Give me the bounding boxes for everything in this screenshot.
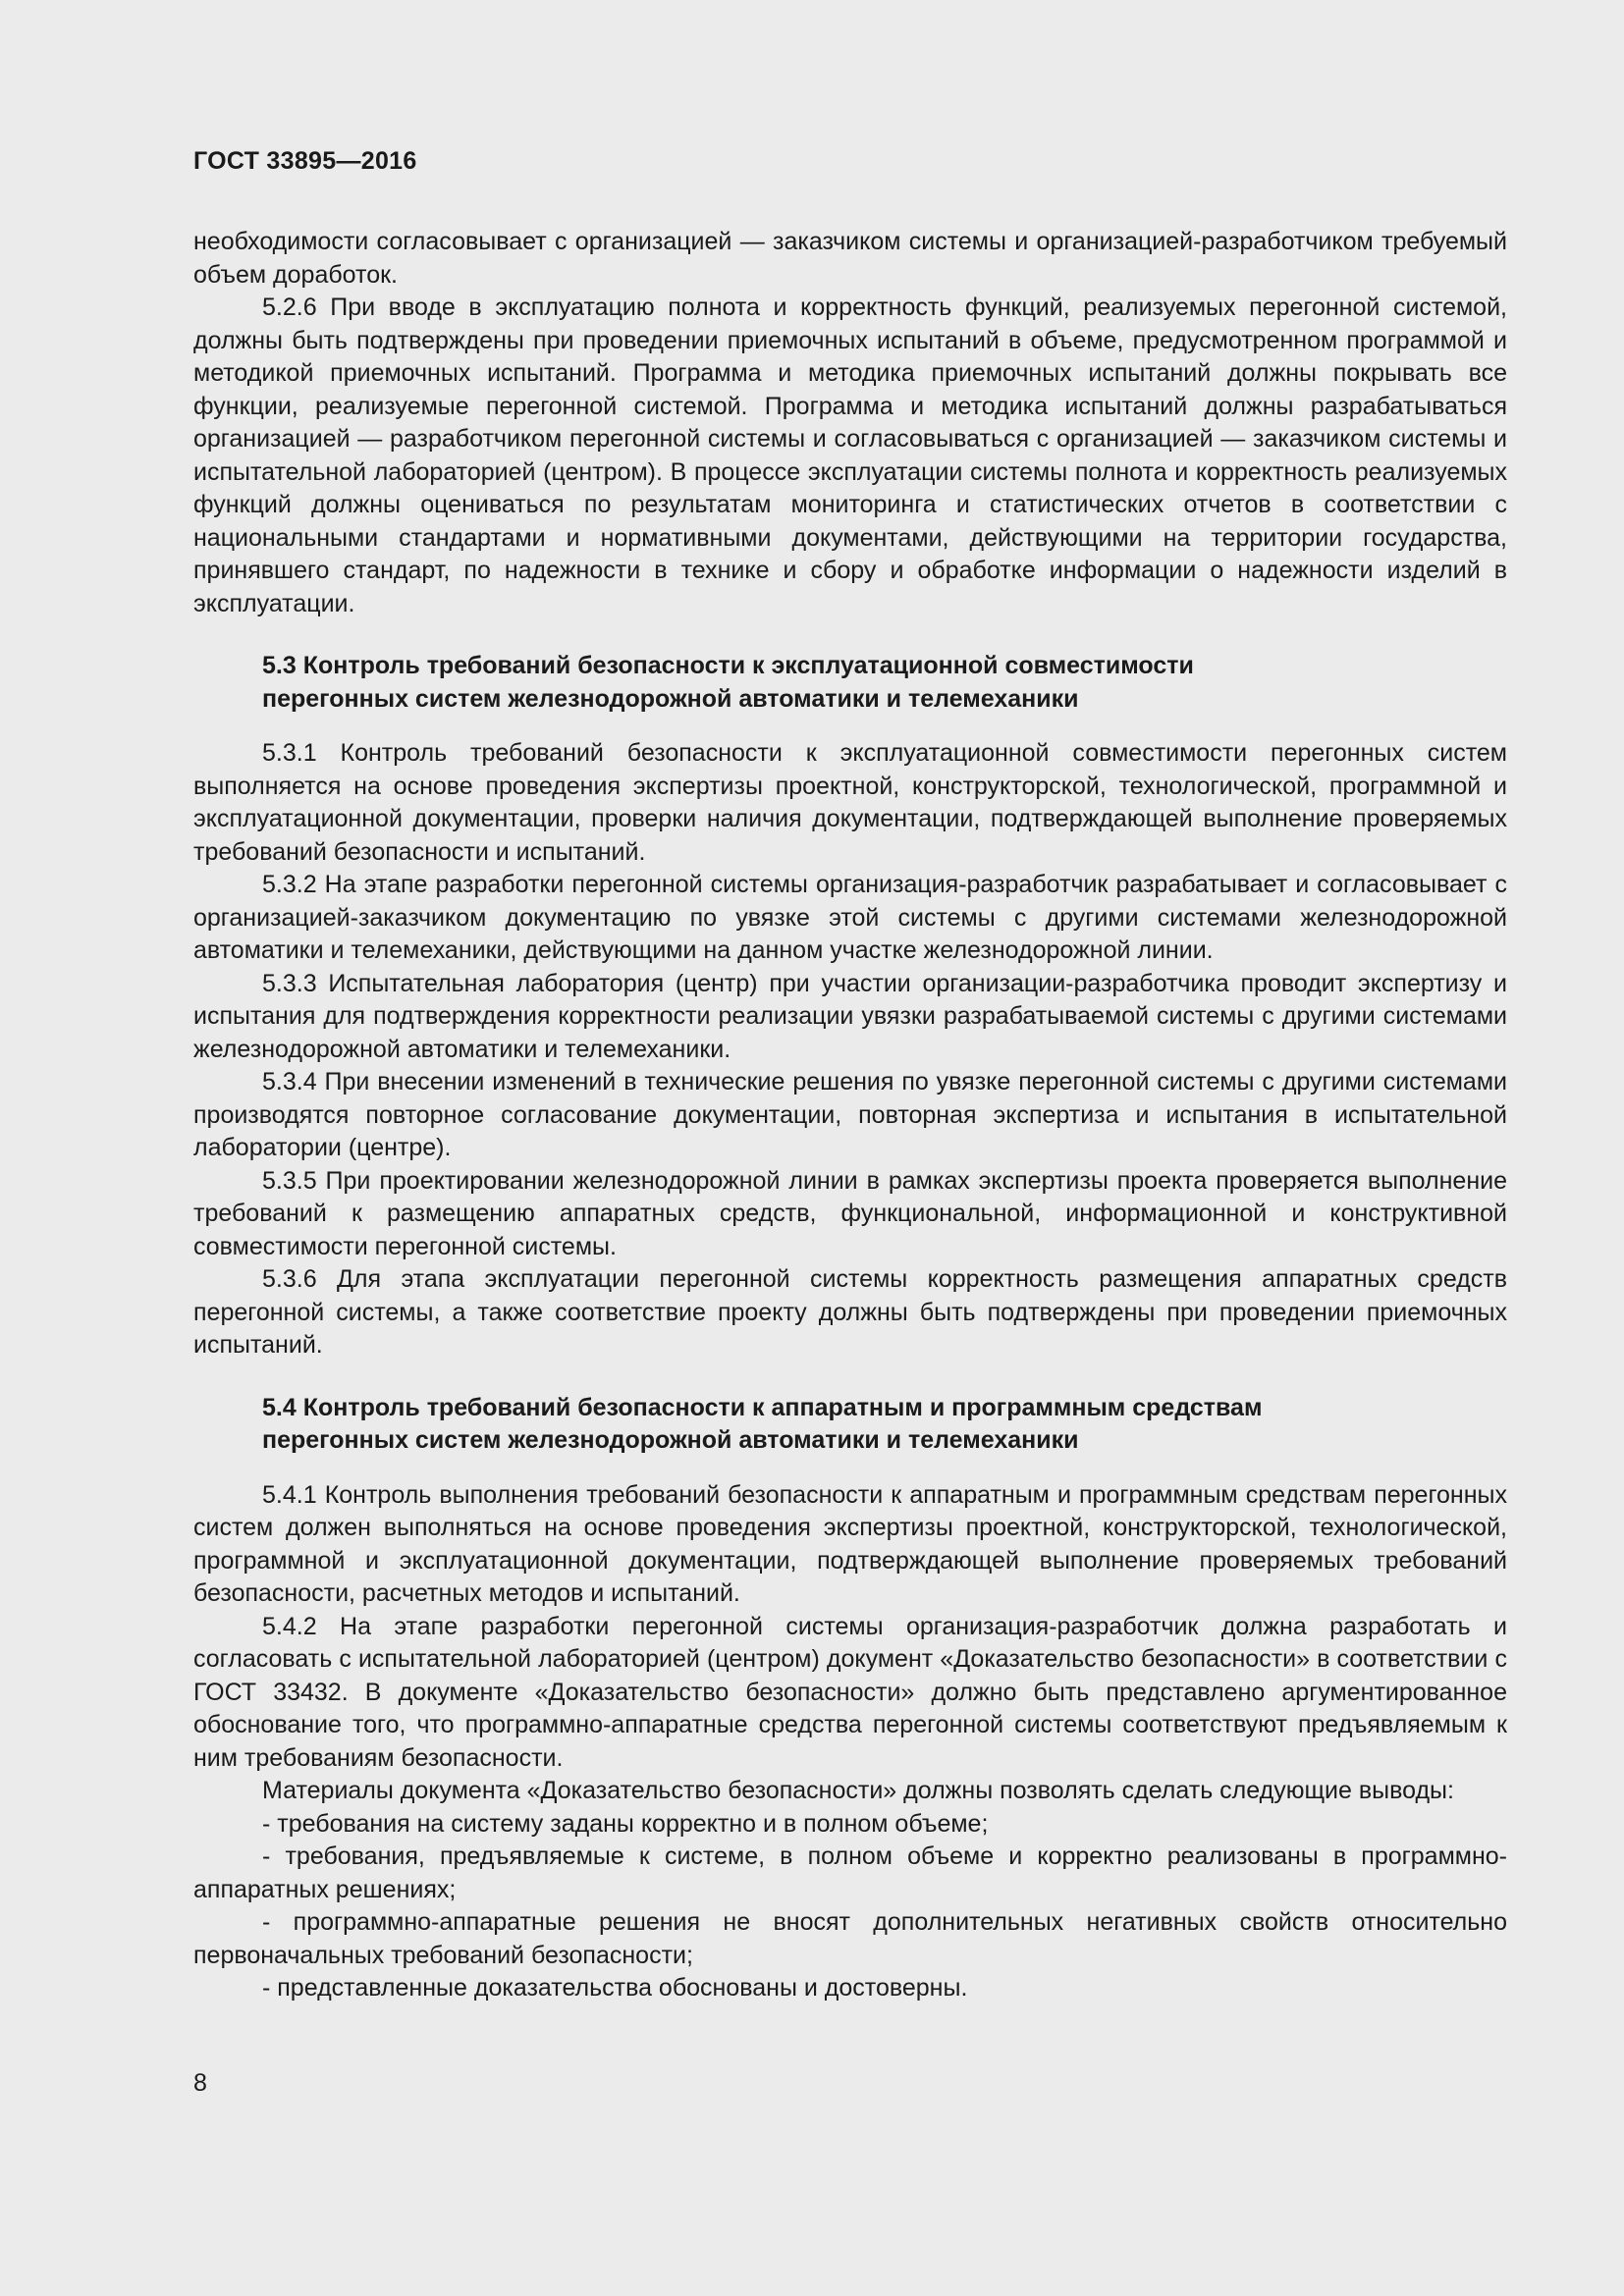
section-heading-5-3-line2: перегонных систем железнодорожной автоматики и телемеханики (262, 684, 1079, 713)
section-heading-5-3-line1: 5.3 Контроль требований безопасности к эксплуатационной совместимости (262, 652, 1194, 679)
page-number: 8 (193, 2069, 207, 2097)
section-heading-5-3 (193, 650, 1507, 716)
list-item: - представленные доказательства обоснованы и достоверны. (262, 1974, 968, 2002)
section-heading-5-4-line1: 5.4 Контроль требований безопасности к аппаратным и программным средствам (262, 1393, 1263, 1421)
paragraph-continuation: необходимости согласовывает с организацией — заказчиком системы и организацией-разработчиком требуемый объем доработок. (193, 228, 1507, 289)
paragraph-5-4-1: 5.4.1 Контроль выполнения требований безопасности к аппаратным и программным средствам перегонных систем должен выполняться на основе проведения экспертизы проектной, конструкторской, технологической, программной и эксплуатационной документации, подтверждающей выполнение проверяемых требований безопасности, расчетных методов и испытаний. (193, 1480, 1507, 1607)
paragraph-5-3-1: 5.3.1 Контроль требований безопасности к эксплуатационной совместимости перегонных систем выполняется на основе проведения экспертизы проектной, конструкторской, технологической, программной и эксплуатационной документации, проверки наличия документации, подтверждающей выполнение проверяемых требований безопасности и испытаний. (193, 739, 1507, 866)
paragraph-5-2-6: 5.2.6 При вводе в эксплуатацию полнота и корректность функций, реализуемых перегонной системой, должны быть подтверждены при проведении приемочных испытаний в объеме, предусмотренном программой и методикой приемочных испытаний. Программа и методика приемочных испытаний должны покрывать все функции, реализуемые перегонной системой. Программа и методика испытаний должны разрабатываться организацией — разработчиком перегонной системы и согласовываться с организацией — заказчиком системы и испытательной лабораторией (центром). В процессе эксплуатации системы полнота и корректность реализуемых функций должны оцениваться по результатам мониторинга и статистических отчетов в соответствии с национальными стандартами и нормативными документами, действующими на территории государства, принявшего стандарт, по надежности в технике и сбору и обработке информации о надежности изделий в эксплуатации. (193, 294, 1507, 617)
paragraph-materials: Материалы документа «Доказательство безопасности» должны позволять сделать следующие выводы: (262, 1777, 1454, 1804)
document-code-header: ГОСТ 33895—2016 (193, 147, 417, 175)
paragraph-5-3-4: 5.3.4 При внесении изменений в технические решения по увязке перегонной системы с другими системами производятся повторное согласование документации, повторная экспертиза и испытания в испытательной лаборатории (центре). (193, 1068, 1507, 1161)
list-item: - программно-аппаратные решения не вносят дополнительных негативных свойств относительно первоначальных требований безопасности; (193, 1908, 1507, 1969)
paragraph-5-3-6: 5.3.6 Для этапа эксплуатации перегонной системы корректность размещения аппаратных средств перегонной системы, а также соответствие проекту должны быть подтверждены при проведении приемочных испытаний. (193, 1265, 1507, 1359)
section-heading-5-4-line2: перегонных систем железнодорожной автоматики и телемеханики (262, 1426, 1079, 1454)
paragraph-5-4-2: 5.4.2 На этапе разработки перегонной системы организация-разработчик должна разработать и согласовать с испытательной лабораторией (центром) документ «Доказательство безопасности» в соответствии с ГОСТ 33432. В документе «Доказательство безопасности» должно быть представлено аргументированное обоснование того, что программно-аппаратные средства перегонной системы соответствуют предъявляемым к ним требованиям безопасности. (193, 1612, 1507, 1772)
list-item: - требования на систему заданы корректно и в полном объеме; (262, 1809, 989, 1838)
paragraph-5-3-5: 5.3.5 При проектировании железнодорожной линии в рамках экспертизы проекта проверяется выполнение требований к размещению аппаратных средств, функциональной, информационной и конструктивной совместимости перегонной системы. (193, 1166, 1507, 1260)
paragraph-5-3-3: 5.3.3 Испытательная лаборатория (центр) при участии организации-разработчика проводит экспертизу и испытания для подтверждения корректности реализации увязки разрабатываемой системы с другими системами железнодорожной автоматики и телемеханики. (193, 969, 1507, 1063)
paragraph-5-3-2: 5.3.2 На этапе разработки перегонной системы организация-разработчик разрабатывает и согласовывает с организацией-заказчиком документацию по увязке этой системы с другими системами железнодорожной автоматики и телемеханики, действующими на данном участке железнодорожной линии. (193, 871, 1507, 964)
section-heading-5-4 (193, 1392, 1507, 1458)
document-body (193, 226, 1507, 2005)
list-item: - требования, предъявляемые к системе, в полном объеме и корректно реализованы в программно-аппаратных решениях; (193, 1842, 1507, 1903)
